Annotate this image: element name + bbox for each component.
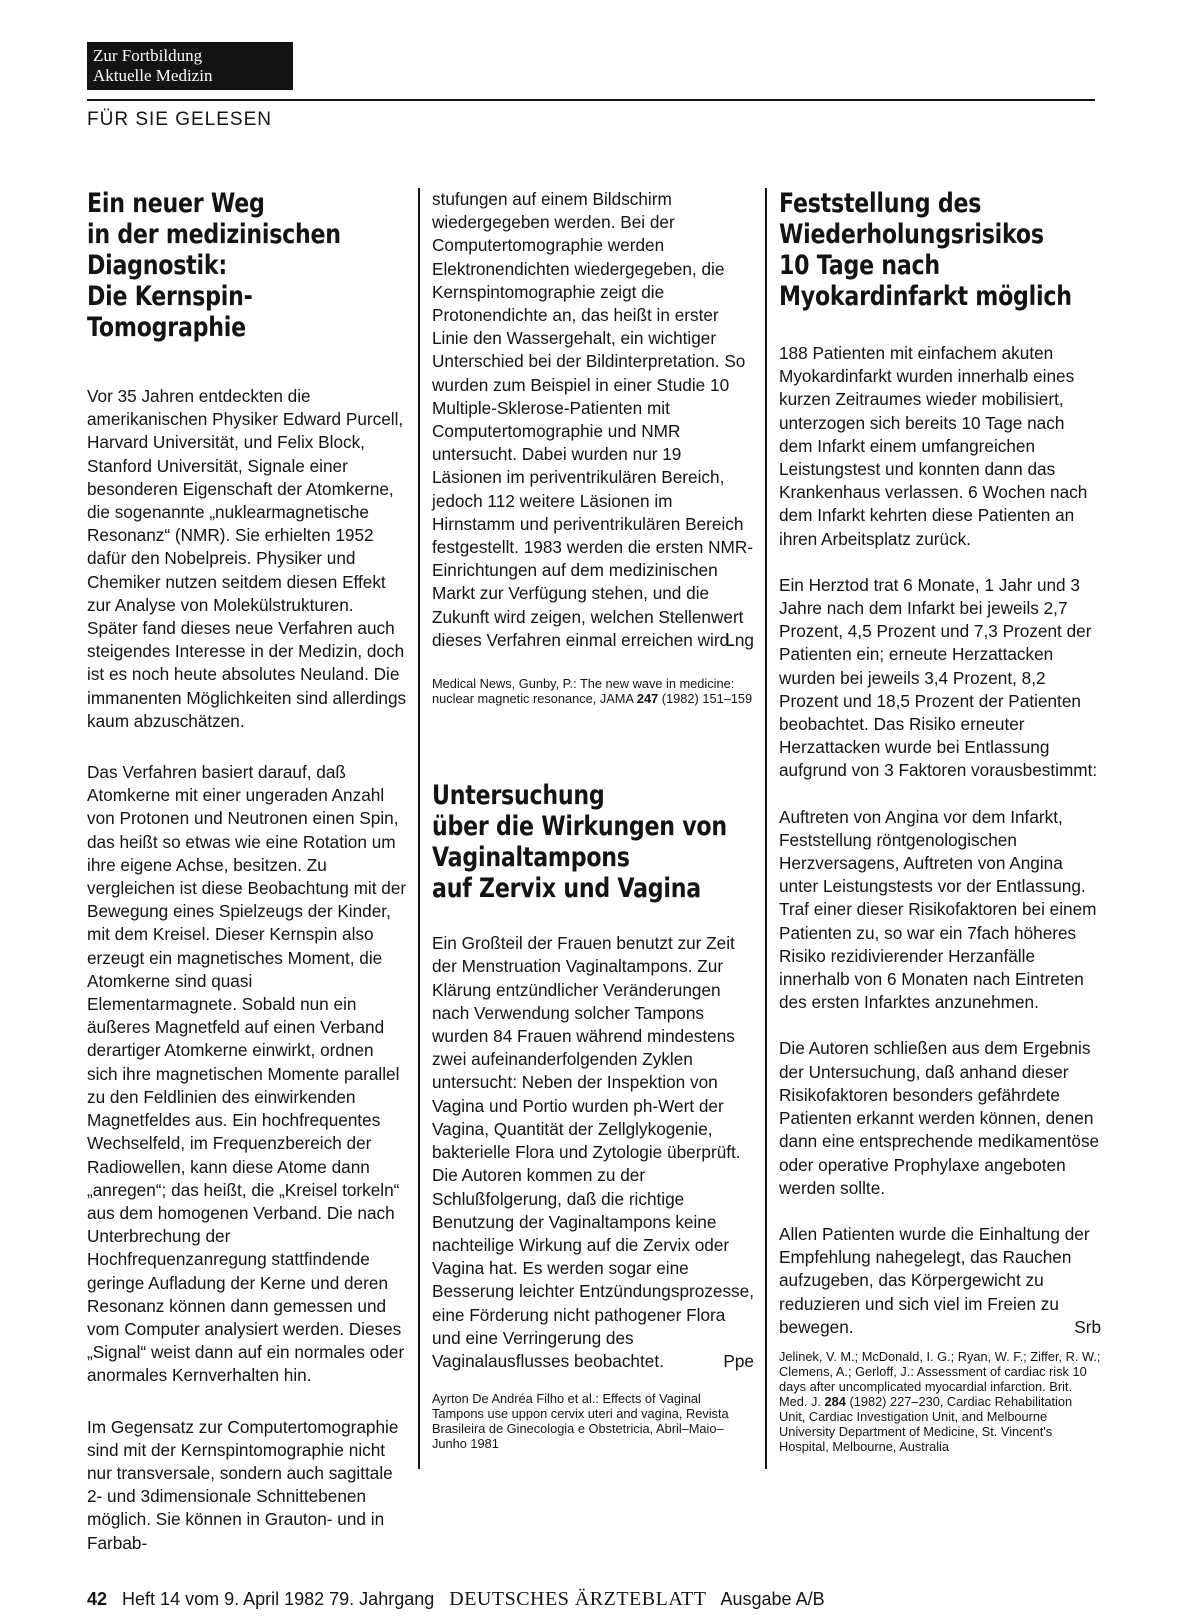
article3-title-line: Myokardinfarkt möglich	[779, 281, 1072, 312]
article3-reference-volume: 284	[824, 1394, 846, 1410]
article2-reference: Ayrton De Andréa Filho et al.: Effects of Vaginal Tampons use uppon cervix uteri and vagina, Revista Brasileira de Ginecologia e Obstetricia, Abril–Maio–Junho 1981	[432, 1391, 729, 1452]
article1-paragraph: Im Gegensatz zur Computertomographie sind mit der Kernspintomographie nicht nur transversale, sondern auch sagittale 2- und 3dimensionale Schnittebenen möglich. Sie können in Grauton- und in Farbab-	[87, 1416, 399, 1553]
column-divider-left	[418, 188, 420, 1469]
column-divider-right	[765, 188, 767, 1469]
column-1	[87, 188, 407, 1578]
article2-body: Ein Großteil der Frauen benutzt zur Zeit der Menstruation Vaginaltampons. Zur Klärung entzündlicher Veränderungen nach Verwendung solcher Tampons wurden 84 Frauen während mindestens zwei aufeinanderfolgenden Zyklen untersucht: Neben der Inspektion von Vagina und Portio wurden ph-Wert der Vagina, Quantität der Zellglykogenie, bakterielle Flora und Zytologie überprüft. Die Autoren kommen zu der Schlußfolgerung, daß die richtige Benutzung der Vaginaltampons keine nachteilige Wirkung auf die Zervix oder Vagina hat. Es werden sogar eine Besserung leichter Entzündungsprozesse, eine Förderung nicht pathogener Flora und eine Verringerung des Vaginalausflusses beobachtet.	[432, 933, 754, 1371]
column-3	[779, 188, 1101, 1454]
article3-last-paragraph: Allen Patienten wurde die Einhaltung der Empfehlung nahegelegt, das Rauchen aufzugeben, das Körpergewicht zu reduzieren und sich viel im Freien zu bewegen.	[779, 1223, 1090, 1337]
edition: Ausgabe A/B	[720, 1589, 825, 1609]
article1-paragraph: Vor 35 Jahren entdeckten die amerikanischen Physiker Edward Purcell, Harvard Universität, und Felix Block, Stanford Universität, Signale einer besonderen Eigenschaft der Atomkerne, die sogenannte „nuklearmagnetische Resonanz“ (NMR). Sie erhielten 1952 dafür den Nobelpreis. Physiker und Chemiker nutzen seitdem diesen Effekt zur Analyse von Molekülstrukturen. Später fand dieses neue Verfahren auch steigendes Interesse in der Medizin, doch ist es noch heute absolutes Neuland. Die immanenten Möglichkeiten sind allerdings kaum abzuschätzen.	[87, 386, 407, 731]
article3-title	[779, 188, 1101, 312]
article3-title-line: Feststellung des	[779, 188, 982, 219]
article1-reference-volume: 247	[636, 691, 659, 707]
article2-title	[432, 780, 754, 904]
article1-title-line: Ein neuer Weg	[87, 188, 265, 219]
article3-author: Srb	[1074, 1316, 1101, 1337]
article2-title-line: Vaginaltampons	[432, 842, 630, 874]
section-label: FÜR SIE GELESEN	[87, 109, 272, 130]
article1-reference-pages: (1982) 151–159	[661, 691, 753, 707]
article3-paragraph: Die Autoren schließen aus dem Ergebnis der Untersuchung, daß anhand dieser Risikofaktoren besonders gefährdete Patienten erkannt werden können, denen dann eine entsprechende medikamentöse oder operative Prophylaxe angeboten werden sollte.	[779, 1038, 1100, 1198]
article2-title-line: Untersuchung	[432, 780, 605, 812]
article1-paragraph: Das Verfahren basiert darauf, daß Atomkerne mit einer ungeraden Anzahl von Protonen und Neutronen einen Spin, das heißt so etwas wie eine Rotation um ihre eigene Achse, besitzen. Zu vergleichen ist diese Beobachtung mit der Bewegung eines Spielzeugs der Kinder, mit dem Kreisel. Dieser Kernspin also erzeugt ein magnetisches Moment, die Atomkerne sind quasi Elementarmagnete. Sobald nun ein äußeres Magnetfeld auf einen Verband derartiger Atomkerne einwirkt, ordnen sich ihre magnetischen Momente parallel zu den Feldlinien des einwirkenden Magnetfeldes aus. Ein hochfrequentes Wechselfeld, im Frequenzbereich der Radiowellen, kann diese Atome dann „anregen“; das heißt, die „Kreisel torkeln“ aus dem homogenen Verband. Die nach Unterbrechung der Hochfrequenzanregung stattfindende geringe Aufladung der Kerne und deren Resonanz können dann gemessen und vom Computer analysiert werden. Dieses „Signal“ weist dann auf ein normales oder anormales Kernverhalten hin.	[87, 762, 407, 1386]
article2-title-line: über die Wirkungen von	[432, 811, 727, 843]
article1-title-line: Diagnostik:	[87, 250, 227, 281]
masthead: DEUTSCHES ÄRZTEBLATT	[449, 1588, 707, 1610]
article3-title-line: Wiederholungsrisikos	[779, 219, 1044, 250]
rubric-line-2: Aktuelle Medizin	[93, 66, 213, 85]
header-rule	[87, 99, 1095, 101]
article1-continuation-text: stufungen auf einem Bildschirm wiedergegeben werden. Bei der Computertomographie werden Elektronendichten wiedergegeben, die Kernspintomographie zeigt die Protonendichte an, das heißt in erster Linie den Wassergehalt, ein wichtiger Unterschied bei der Bildinterpretation. So wurden zum Beispiel in einer Studie 10 Multiple-Sklerose-Patienten mit Computertomographie und NMR untersucht. Dabei wurden nur 19 Läsionen im periventrikulären Bereich, jedoch 112 weitere Läsionen im Hirnstamm und periventrikulären Bereich festgestellt. 1983 werden die ersten NMR-Einrichtungen auf dem medizinischen Markt zur Verfügung stehen, und die Zukunft wird zeigen, welchen Stellenwert dieses Verfahren einmal erreichen wird.	[432, 189, 753, 650]
article1-reference-text: Medical News, Gunby, P.: The new wave in medicine: nuclear magnetic resonance, JAMA	[432, 676, 735, 707]
article3-title-line: 10 Tage nach	[779, 250, 940, 281]
article3-reference-pages: (1982) 227–230, Cardiac Rehabilitation Unit, Cardiac Investigation Unit, and Melbourne University Department of Medicine, St. Vincent's Hospital, Melbourne, Australia	[779, 1394, 1073, 1455]
rubric-line-1: Zur Fortbildung	[93, 46, 203, 65]
article1-title-line: in der medizinischen	[87, 219, 341, 250]
article3-paragraph: 188 Patienten mit einfachem akuten Myokardinfarkt wurden innerhalb eines kurzen Zeitraumes wieder mobilisiert, unterzogen sich bereits 10 Tage nach dem Infarkt einem umfangreichen Leistungstest und konnten dann das Krankenhaus verlassen. 6 Wochen nach dem Infarkt kehrten diese Patienten an ihren Arbeitsplatz zurück.	[779, 343, 1088, 549]
rubric-box	[87, 42, 293, 90]
article3-paragraph: Auftreten von Angina vor dem Infarkt, Feststellung röntgenologischen Herzversagens, Auftreten von Angina unter Leistungstests vor der Entlassung. Traf einer dieser Risikofaktoren bei einem Patienten zu, so war ein 7fach höheres Risiko rezidivierender Herzanfälle innerhalb von 6 Monaten nach Eintreten des ersten Infarktes anzunehmen.	[779, 806, 1097, 1013]
page-number: 42	[87, 1589, 108, 1609]
article3-reference-text: Jelinek, V. M.; McDonald, I. G.; Ryan, W. F.; Ziffer, R. W.; Clemens, A.; Gerloff, J.: Assessment of cardiac risk 10 days after uncomplicated myocardial infarction. Brit. Med. J.	[779, 1349, 1101, 1410]
column-2	[432, 188, 754, 1451]
article3-reference	[779, 1349, 1101, 1454]
article1-author: Lng	[725, 630, 754, 651]
article1-continuation	[432, 188, 754, 652]
article2-title-line: auf Zervix und Vagina	[432, 873, 701, 905]
article1-title-line: Die Kernspin-Tomographie	[87, 281, 253, 343]
article1-reference	[432, 676, 754, 706]
issue-info: Heft 14 vom 9. April 1982 79. Jahrgang	[122, 1589, 435, 1609]
article1-title	[87, 188, 407, 343]
article3-paragraph: Ein Herztod trat 6 Monate, 1 Jahr und 3 Jahre nach dem Infarkt bei jeweils 2,7 Prozent, 4,5 Prozent und 7,3 Prozent der Patienten ein; erneute Herzattacken wurden bei jeweils 3,4 Prozent, 8,2 Prozent und 18,5 Prozent der Patienten beobachtet. Das Risiko erneuter Herzattacken wurde bei Entlassung aufgrund von 3 Faktoren vorausbestimmt:	[779, 574, 1098, 781]
page-footer	[87, 1588, 825, 1611]
article2-author: Ppe	[723, 1351, 754, 1372]
